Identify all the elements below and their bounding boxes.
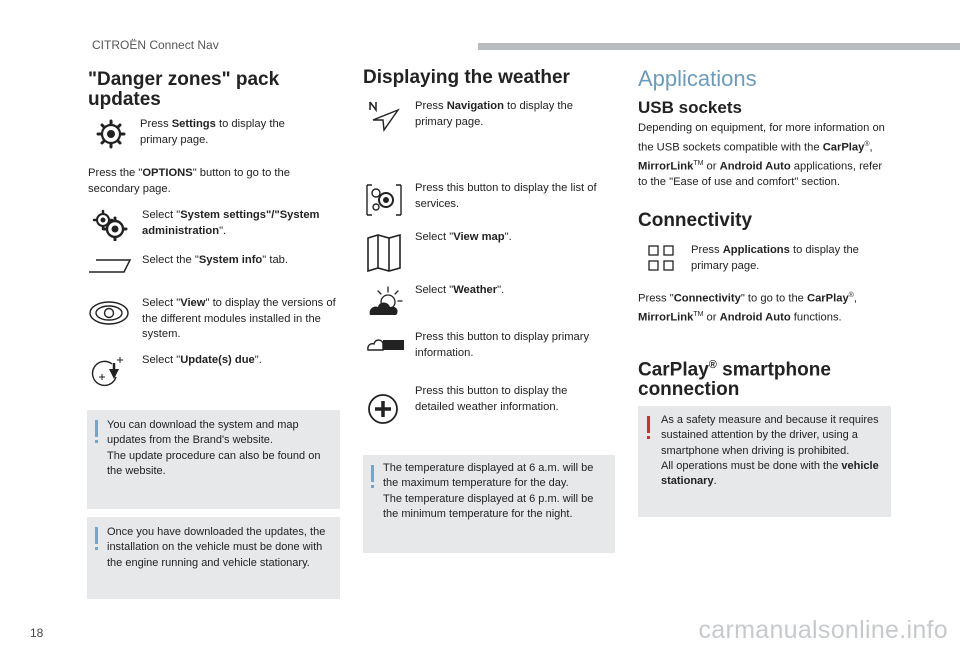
update-icon [90,355,126,392]
step-services: Press this button to display the list of services. [415,182,597,210]
page-number: 18 [30,626,44,640]
map-icon [366,234,402,277]
step-applications: Press Applications to display the primary page. [691,244,859,272]
watermark: carmanualsonline.info [698,616,948,644]
carplay-connection-title: CarPlay® smartphone connection [638,359,831,401]
header-title: CITROËN Connect Nav [92,38,219,52]
step-settings: Press Settings to display the primary page. [140,118,285,146]
header-divider [478,43,960,50]
options-paragraph: Press the "OPTIONS" button to go to the secondary page. [88,167,290,195]
primary-info-icon [366,333,406,358]
eye-icon [88,300,130,331]
plus-icon [367,393,399,430]
step-system-settings: Select "System settings"/"System administration". [142,209,320,237]
applications-icon [648,245,674,276]
danger-zones-title: "Danger zones" pack updates [88,69,280,110]
tab-icon [88,258,132,279]
step-weather: Select "Weather". [415,284,505,296]
info-note-install: Once you have downloaded the updates, the installation on the vehicle must be done with the engine running and vehicle stationary. [87,517,340,599]
connectivity-paragraph: Press "Connectivity" to go to the CarPlay®, MirrorLink™ or Android Auto functions. [638,292,857,324]
step-updates-due: Select "Update(s) due". [142,354,262,366]
step-detailed-weather: Press this button to display the detailed weather information. [415,385,568,413]
connectivity-title: Connectivity [638,210,753,231]
gears-icon [92,209,128,246]
step-view: Select "View" to display the versions of the different modules installed in the system. [142,297,336,340]
weather-icon [366,285,408,324]
step-navigation: Press Navigation to display the primary page. [415,100,573,128]
applications-title: Applications [638,66,757,91]
navigation-icon [368,98,402,137]
step-primary-info: Press this button to display primary information. [415,331,590,359]
info-note-download: You can download the system and map updates from the Brand's website. The update procedure can also be found on the website. [87,410,340,509]
step-view-map: Select "View map". [415,231,512,243]
services-icon [364,183,404,222]
usb-sockets-text: Depending on equipment, for more information on the USB sockets compatible with the CarPlay®, MirrorLink™ or Android Auto applications, refer to the "Ease of use and comfort" section. [638,122,885,188]
info-note-temperature: The temperature displayed at 6 a.m. will be the maximum temperature for the day. The temperature displayed at 6 p.m. will be the minimum temperature for the night. [363,455,615,553]
warning-note-safety: As a safety measure and because it requires sustained attention by the driver, using a smartphone when driving is prohibited. All operations must be done with the vehicle stationary. [638,406,891,517]
gear-icon [96,119,126,154]
weather-title: Displaying the weather [363,67,570,88]
usb-sockets-title: USB sockets [638,98,742,117]
step-system-info: Select the "System info" tab. [142,254,289,266]
